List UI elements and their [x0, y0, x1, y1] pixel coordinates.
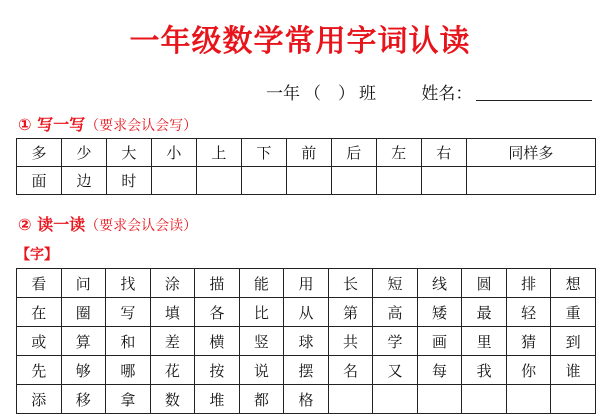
class-name-line	[266, 79, 592, 104]
table-cell: 长	[328, 269, 373, 298]
table-cell	[328, 385, 373, 414]
table-cell	[241, 167, 286, 195]
class-suffix: 班	[359, 84, 376, 104]
char-bracket-label: 【字】	[16, 247, 58, 263]
section1-heading	[18, 112, 197, 135]
table-cell: 最	[462, 298, 507, 327]
table-cell: 面	[17, 167, 62, 195]
table-cell: 描	[195, 269, 240, 298]
table-cell: 添	[17, 385, 62, 414]
write-table	[16, 138, 596, 195]
table-cell: 各	[195, 298, 240, 327]
table-cell: 在	[17, 298, 62, 327]
table-cell: 我	[462, 356, 507, 385]
table-cell: 共	[328, 327, 373, 356]
table-cell: 移	[61, 385, 106, 414]
table-cell: 花	[150, 356, 195, 385]
table-cell: 按	[195, 356, 240, 385]
table-cell: 球	[284, 327, 329, 356]
grade-label: 一年	[266, 84, 300, 104]
table-cell	[373, 385, 418, 414]
table-cell: 谁	[551, 356, 596, 385]
table-cell: 前	[286, 139, 331, 167]
table-cell: 拿	[106, 385, 151, 414]
table-cell: 从	[284, 298, 329, 327]
table-cell: 格	[284, 385, 329, 414]
section2-heading	[18, 212, 197, 235]
table-cell	[376, 167, 421, 195]
table-cell: 竖	[239, 327, 284, 356]
table-cell	[551, 385, 596, 414]
table-cell: 涂	[150, 269, 195, 298]
table-cell	[506, 385, 551, 414]
table-row	[17, 298, 596, 327]
table-cell: 找	[106, 269, 151, 298]
table-cell: 填	[150, 298, 195, 327]
table-cell	[466, 167, 595, 195]
table-cell	[196, 167, 241, 195]
read-table	[16, 268, 596, 414]
table-row	[17, 356, 596, 385]
table-cell: 边	[61, 167, 106, 195]
table-cell: 或	[17, 327, 62, 356]
table-cell: 都	[239, 385, 284, 414]
table-cell: 大	[106, 139, 151, 167]
table-cell	[462, 385, 507, 414]
table-cell: 里	[462, 327, 507, 356]
table-cell: 下	[241, 139, 286, 167]
table-cell: 圈	[61, 298, 106, 327]
table-cell: 每	[417, 356, 462, 385]
table-cell: 矮	[417, 298, 462, 327]
table-cell: 画	[417, 327, 462, 356]
table-cell: 时	[106, 167, 151, 195]
table-cell: 上	[196, 139, 241, 167]
table-cell: 看	[17, 269, 62, 298]
table-cell: 轻	[506, 298, 551, 327]
table-cell: 说	[239, 356, 284, 385]
table-cell: 学	[373, 327, 418, 356]
section1-title: ① 写一写	[18, 115, 86, 134]
table-cell: 重	[551, 298, 596, 327]
table-cell: 左	[376, 139, 421, 167]
table-cell: 和	[106, 327, 151, 356]
table-row	[17, 385, 596, 414]
table-cell: 哪	[106, 356, 151, 385]
table-cell: 短	[373, 269, 418, 298]
table-row	[17, 167, 596, 195]
table-cell: 够	[61, 356, 106, 385]
table-cell: 问	[61, 269, 106, 298]
table-cell: 同样多	[466, 139, 595, 167]
table-cell: 高	[373, 298, 418, 327]
section2-title: ② 读一读	[18, 215, 86, 234]
table-cell: 名	[328, 356, 373, 385]
table-cell	[417, 385, 462, 414]
table-cell: 想	[551, 269, 596, 298]
table-cell: 摆	[284, 356, 329, 385]
table-cell: 先	[17, 356, 62, 385]
table-cell: 比	[239, 298, 284, 327]
table-cell: 少	[61, 139, 106, 167]
table-cell: 用	[284, 269, 329, 298]
section2-note: （要求会认会读）	[85, 218, 198, 234]
table-cell: 能	[239, 269, 284, 298]
table-cell: 差	[150, 327, 195, 356]
table-cell: 堆	[195, 385, 240, 414]
table-cell: 数	[150, 385, 195, 414]
class-paren: （ ）	[304, 84, 355, 104]
table-cell: 到	[551, 327, 596, 356]
table-cell: 横	[195, 327, 240, 356]
name-label: 姓名：	[421, 84, 473, 104]
table-cell: 小	[151, 139, 196, 167]
table-cell: 后	[331, 139, 376, 167]
section1-note: （要求会认会写）	[85, 118, 198, 134]
table-cell: 猜	[506, 327, 551, 356]
table-cell	[421, 167, 466, 195]
table-cell: 又	[373, 356, 418, 385]
table-cell: 排	[506, 269, 551, 298]
table-cell	[286, 167, 331, 195]
table-cell: 第	[328, 298, 373, 327]
table-cell: 多	[17, 139, 62, 167]
table-row	[17, 269, 596, 298]
table-row	[17, 139, 596, 167]
table-cell: 右	[421, 139, 466, 167]
name-blank-line	[476, 100, 592, 101]
table-cell: 线	[417, 269, 462, 298]
table-cell: 圆	[462, 269, 507, 298]
table-cell: 算	[61, 327, 106, 356]
table-cell: 你	[506, 356, 551, 385]
page-title: 一年级数学常用字词认读	[129, 24, 471, 59]
table-cell: 写	[106, 298, 151, 327]
table-row	[17, 327, 596, 356]
table-cell	[151, 167, 196, 195]
table-cell	[331, 167, 376, 195]
